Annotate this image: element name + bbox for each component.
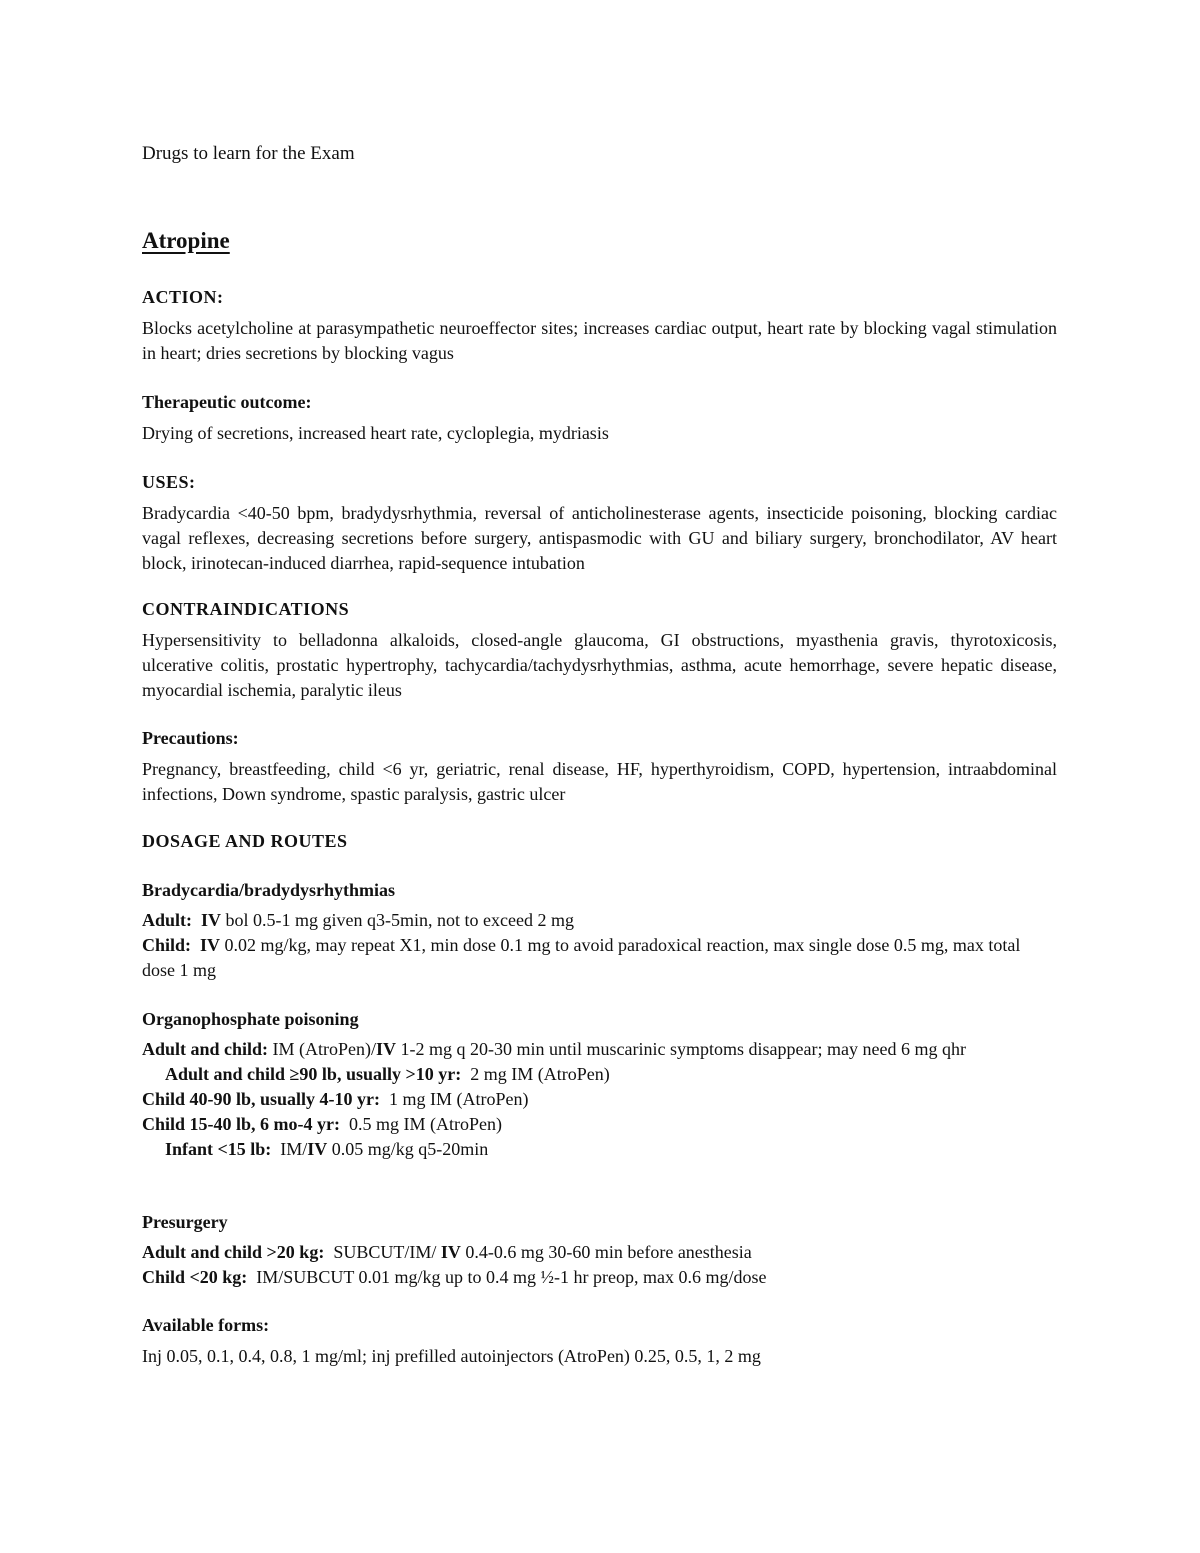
dose-label: Adult and child ≥90 lb, usually >10 yr: (165, 1064, 462, 1084)
dose-line-15-40lb (142, 1112, 1057, 1137)
dosage-presurgery (142, 1210, 1057, 1290)
dose-label: Child <20 kg: (142, 1267, 248, 1287)
dose-text: IM/SUBCUT 0.01 mg/kg up to 0.4 mg ½-1 hr preop, max 0.6 mg/dose (251, 1267, 767, 1287)
uses-heading: USES: (142, 472, 196, 492)
dose-label: Child 40-90 lb, usually 4-10 yr: (142, 1089, 381, 1109)
dose-text-2: 0.05 mg/kg q5-20min (327, 1139, 489, 1159)
dose-line-infant (142, 1137, 1057, 1162)
dose-text-2: 1-2 mg q 20-30 min until muscarinic symptoms disappear; may need 6 mg qhr (396, 1039, 966, 1059)
contraindications-text: Hypersensitivity to belladonna alkaloids, closed-angle glaucoma, GI obstructions, myasthenia gravis, thyrotoxicosis, ulcerative colitis, prostatic hypertrophy, tachycardia/tachydysrhythmias, asthma, acute hemorrhage, severe hepatic disease, myocardial ischemia, paralytic ileus (142, 630, 1057, 700)
dose-line-over-20kg (142, 1240, 1057, 1265)
presurgery-heading: Presurgery (142, 1212, 228, 1232)
dosage-heading: DOSAGE AND ROUTES (142, 831, 348, 851)
dose-label: Adult: (142, 910, 193, 930)
contraindications-heading: CONTRAINDICATIONS (142, 599, 350, 619)
dose-route: IV (440, 1242, 461, 1262)
dose-line-90lb (142, 1062, 1057, 1087)
therapeutic-outcome-heading: Therapeutic outcome: (142, 392, 312, 412)
dose-text: 2 mg IM (AtroPen) (465, 1064, 610, 1084)
action-heading: ACTION: (142, 287, 224, 307)
document-title: Drugs to learn for the Exam (142, 143, 355, 164)
dose-text: SUBCUT/IM/ (328, 1242, 441, 1262)
dose-line-adult (142, 908, 1057, 933)
dose-label: Adult and child: (142, 1039, 269, 1059)
dose-text-2: 0.4-0.6 mg 30-60 min before anesthesia (460, 1242, 752, 1262)
dose-label: Adult and child >20 kg: (142, 1242, 325, 1262)
dose-line-adult-child (142, 1037, 1057, 1062)
dose-text: IM/ (275, 1139, 308, 1159)
action-text: Blocks acetylcholine at parasympathetic neuroeffector sites; increases cardiac output, heart rate by blocking vagal stimulation in heart; dries secretions by blocking vagus (142, 318, 1057, 363)
bradycardia-heading: Bradycardia/bradydysrhythmias (142, 880, 396, 900)
available-forms-heading: Available forms: (142, 1315, 270, 1335)
dosage-organophosphate (142, 1007, 1057, 1162)
dosage-bradycardia (142, 878, 1057, 983)
section-dosage-heading (142, 829, 1057, 853)
precautions-text: Pregnancy, breastfeeding, child <6 yr, geriatric, renal disease, HF, hyperthyroidism, COPD, hypertension, intraabdominal infections, Down syndrome, spastic paralysis, gastric ulcer (142, 759, 1057, 804)
dose-route: IV (201, 910, 222, 930)
section-available-forms (142, 1313, 1057, 1369)
section-precautions (142, 726, 1057, 807)
dose-text: IM (AtroPen)/ (268, 1039, 377, 1059)
dose-text: bol 0.5-1 mg given q3-5min, not to exceed 2 mg (221, 910, 574, 930)
section-contraindications (142, 597, 1057, 703)
dose-label: Child 15-40 lb, 6 mo-4 yr: (142, 1114, 340, 1134)
dose-label: Child: (142, 935, 192, 955)
dose-label: Infant <15 lb: (165, 1139, 272, 1159)
dose-text: 0.5 mg IM (AtroPen) (344, 1114, 502, 1134)
organophosphate-heading: Organophosphate poisoning (142, 1009, 359, 1029)
section-therapeutic-outcome (142, 390, 1057, 446)
dose-line-child (142, 933, 1057, 983)
available-forms-text: Inj 0.05, 0.1, 0.4, 0.8, 1 mg/ml; inj prefilled autoinjectors (AtroPen) 0.25, 0.5, 1, 2 mg (142, 1346, 761, 1366)
dose-route: IV (307, 1139, 328, 1159)
dose-line-under-20kg (142, 1265, 1057, 1290)
therapeutic-outcome-text: Drying of secretions, increased heart rate, cycloplegia, mydriasis (142, 423, 609, 443)
dose-text: 0.02 mg/kg, may repeat X1, min dose 0.1 mg to avoid paradoxical reaction, max single dose 0.5 mg, max total dose 1 mg (142, 935, 1021, 980)
section-uses (142, 470, 1057, 576)
dose-route: IV (376, 1039, 397, 1059)
drug-name-heading: Atropine (142, 228, 230, 253)
precautions-heading: Precautions: (142, 728, 239, 748)
dose-route: IV (200, 935, 221, 955)
uses-text: Bradycardia <40-50 bpm, bradydysrhythmia, reversal of anticholinesterase agents, insecticide poisoning, blocking cardiac vagal reflexes, decreasing secretions before surgery, antispasmodic with GU and biliary surgery, bronchodilator, AV heart block, irinotecan-induced diarrhea, rapid-sequence intubation (142, 503, 1057, 573)
dose-text: 1 mg IM (AtroPen) (384, 1089, 529, 1109)
section-action (142, 285, 1057, 366)
dose-line-40-90lb (142, 1087, 1057, 1112)
